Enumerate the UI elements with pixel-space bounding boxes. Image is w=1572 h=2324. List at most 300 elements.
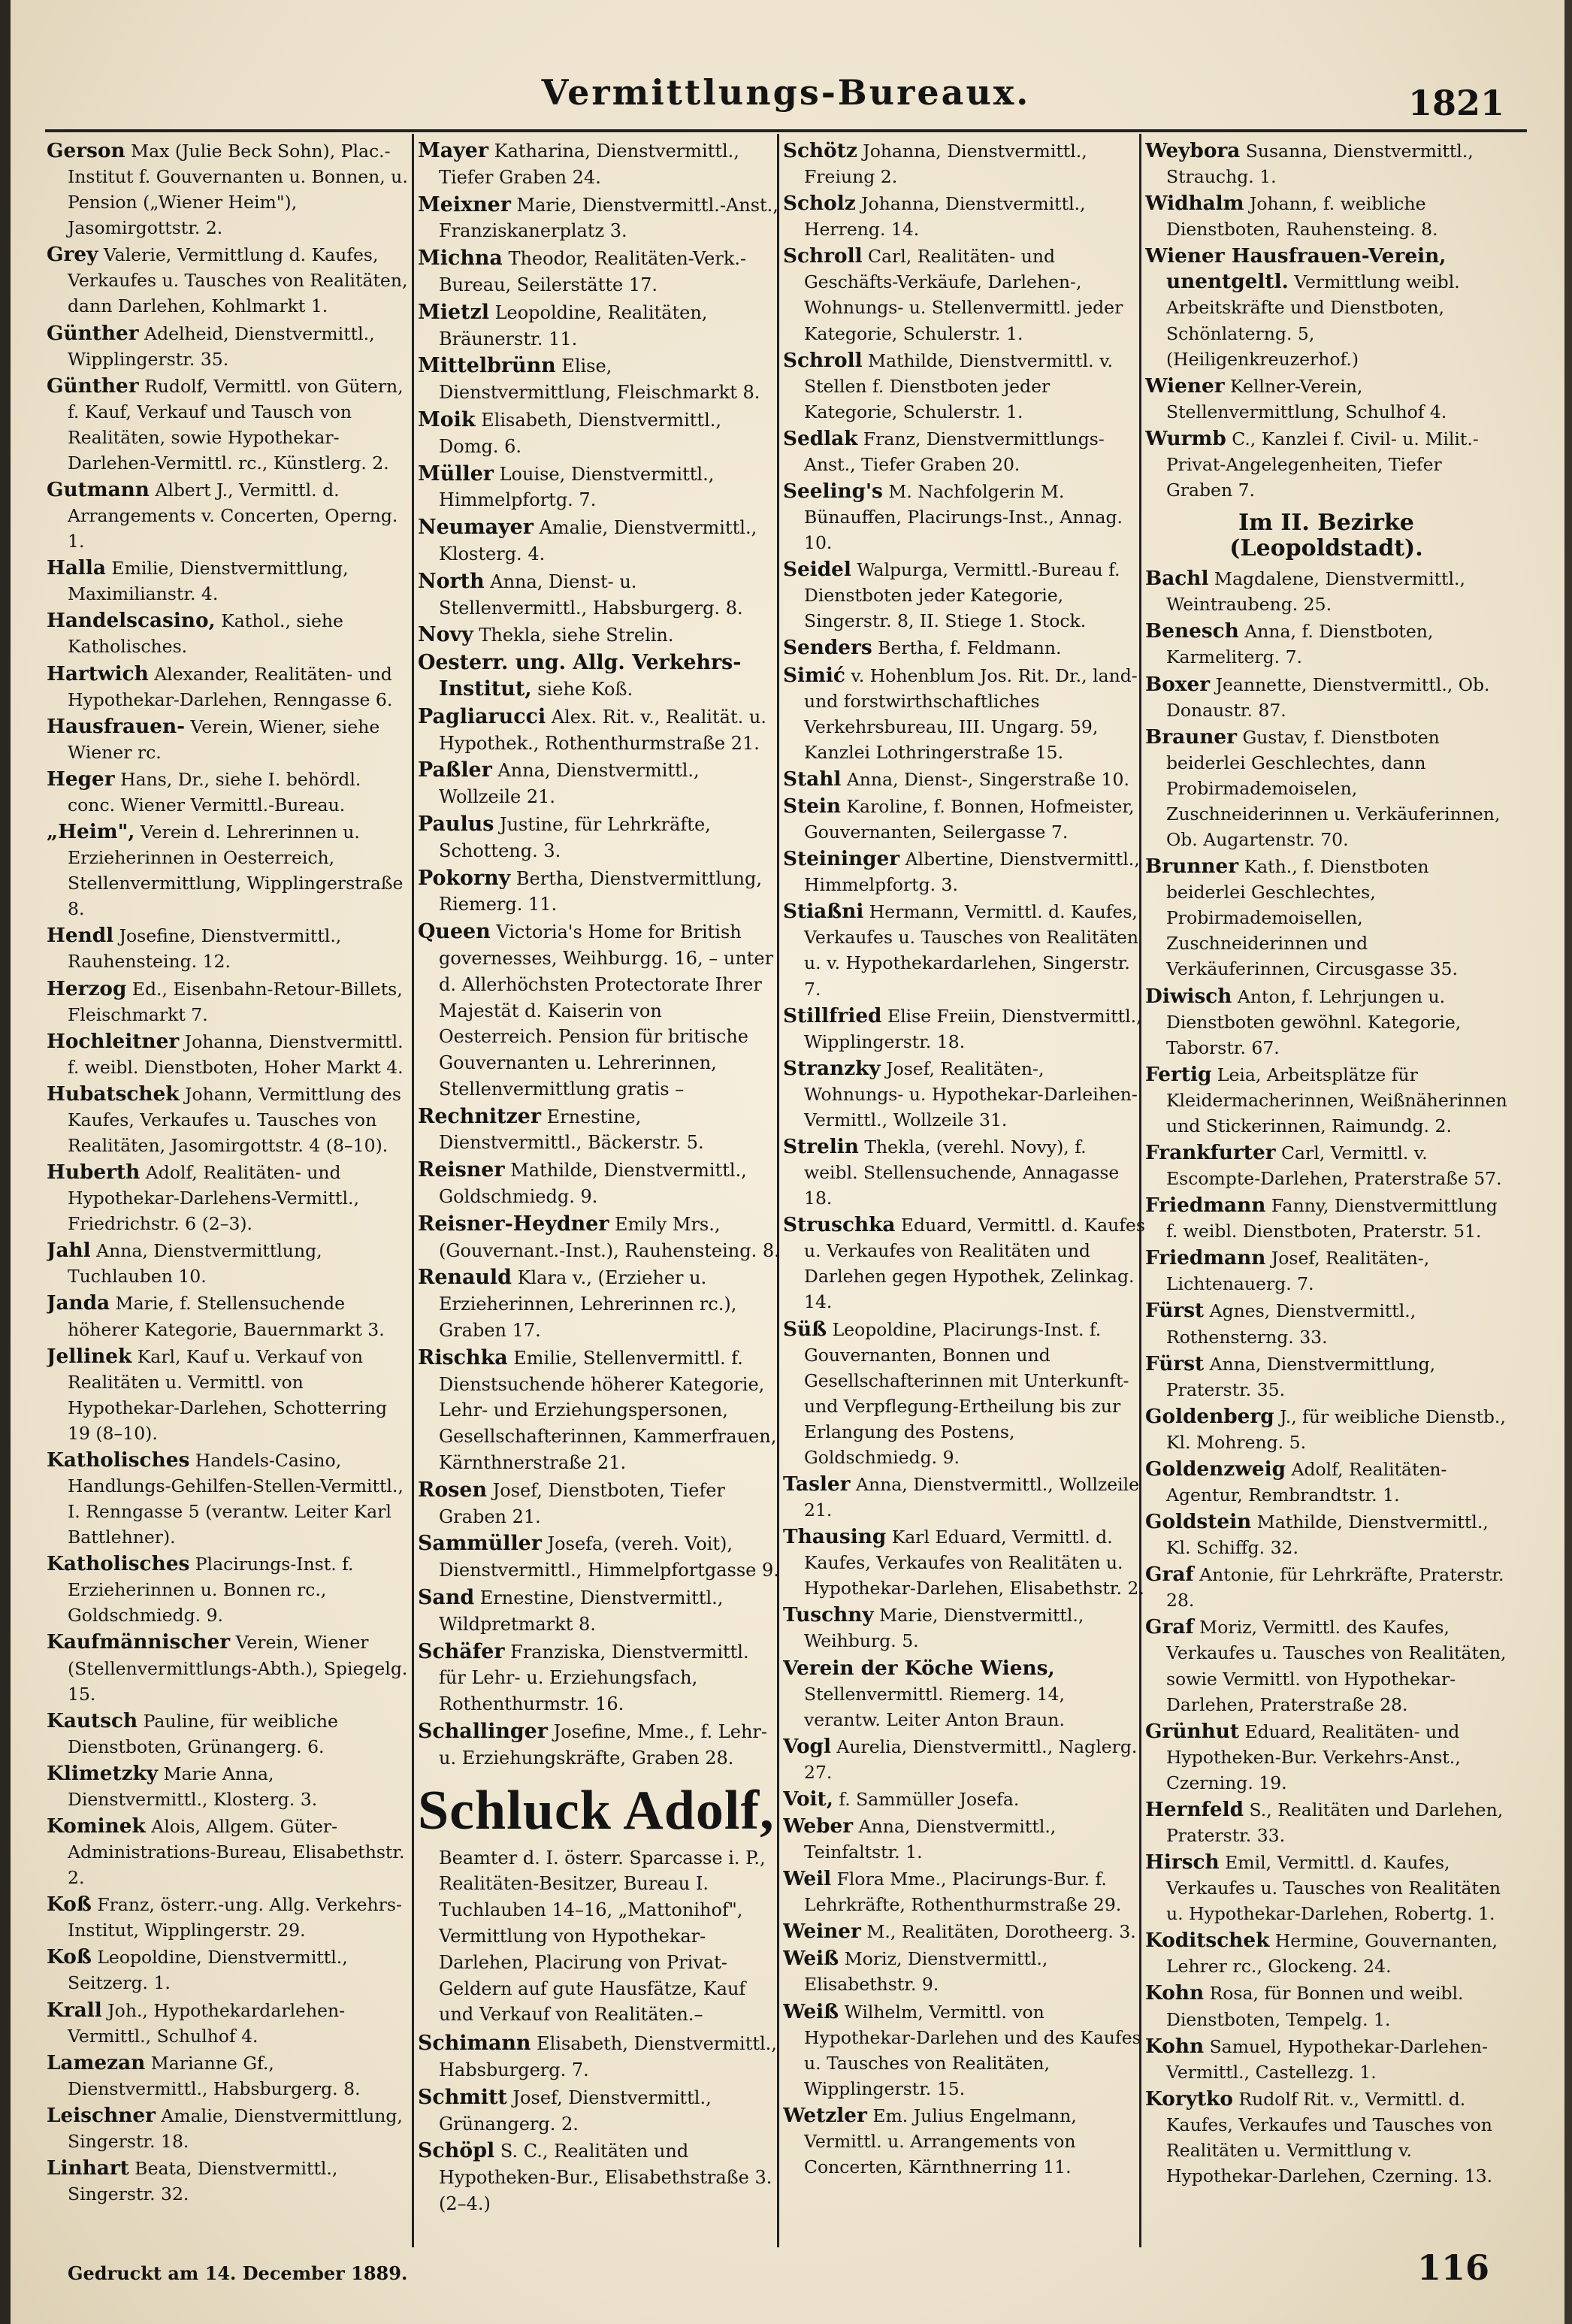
entry-name: Hubatschek	[47, 1082, 180, 1106]
entry-details: Elisabeth, Dienstvermittl., Domg. 6.	[439, 409, 721, 457]
entry-details: Marianne Gf., Dienstvermittl., Habsburgerg. 8.	[68, 2052, 361, 2099]
entry-name: Neumayer	[418, 516, 534, 540]
entry-details: Susanna, Dienstvermittl., Strauchg. 1.	[1166, 141, 1474, 188]
entry-name: Hochleitner	[47, 1029, 180, 1053]
directory-entry	[47, 1160, 409, 1236]
entry-details: Verein, Wiener, siehe Wiener rc.	[68, 716, 380, 763]
directory-entry	[783, 846, 1145, 897]
entry-details: Anna, Dienst-, Singerstraße 10.	[841, 768, 1129, 790]
directory-entry	[418, 650, 780, 703]
directory-entry	[1145, 1457, 1507, 1508]
directory-entry	[1145, 1245, 1507, 1297]
directory-entry	[47, 138, 409, 241]
entry-details: Anna, Dienstvermittl., Wollzeile 21.	[804, 1473, 1140, 1521]
entry-details: Handels-Casino, Handlungs-Gehilfen-Stellen-Vermittl., I. Renngasse 5 (verantw. Leiter Karl Battlehner).	[68, 1449, 404, 1548]
entry-name: Hartwich	[47, 661, 149, 685]
directory-entry	[1145, 672, 1507, 723]
directory-entry	[418, 1585, 780, 1638]
entry-name: Graf	[1145, 1563, 1194, 1587]
entry-name: Widhalm	[1145, 192, 1244, 216]
entry-name: Thausing	[783, 1525, 887, 1549]
entry-name: Günther	[47, 321, 139, 345]
entry-details: Hans, Dr., siehe I. behördl. conc. Wiener Vermittl.-Bureau.	[68, 768, 361, 816]
entry-name: Goldstein	[1145, 1510, 1252, 1534]
entry-name: Hausfrauen-	[47, 714, 186, 738]
entry-name: Weber	[783, 1814, 854, 1838]
entry-name: Wetzler	[783, 2103, 867, 2127]
directory-entry	[418, 704, 780, 757]
entry-details: C., Kanzlei f. Civil- u. Milit.-Privat-Angelegenheiten, Tiefer Graben 7.	[1166, 428, 1479, 501]
entry-name: Reisner	[418, 1158, 505, 1182]
column-2	[418, 138, 780, 2243]
entry-details: Anna, Dienst- u. Stellenvermittl., Habsburgerg. 8.	[439, 570, 743, 619]
entry-name: Mittelbrünn	[418, 354, 556, 378]
directory-entry	[418, 138, 780, 191]
directory-entry	[418, 866, 780, 918]
directory-entry	[783, 348, 1145, 425]
directory-entry	[783, 899, 1145, 1001]
entry-name: Lamezan	[47, 2050, 146, 2074]
entry-details: Bertha, Dienstvermittlung, Riemerg. 11.	[439, 867, 762, 915]
directory-entry	[47, 1291, 409, 1342]
entry-details: Thekla, (verehl. Novy), f. weibl. Stellensuchende, Annagasse 18.	[804, 1136, 1120, 1209]
entry-name: Schäfer	[418, 1639, 505, 1663]
entry-name: Strelin	[783, 1134, 859, 1158]
directory-entry	[1145, 1140, 1507, 1191]
entry-details: Mathilde, Dienstvermittl., Kl. Schiffg. 32.	[1166, 1512, 1489, 1559]
entry-name: Schroll	[783, 244, 863, 268]
entry-details: Anna, f. Dienstboten, Karmeliterg. 7.	[1166, 621, 1434, 668]
entry-details: Leopoldine, Dienstvermittl., Seitzerg. 1.	[68, 1947, 348, 1994]
entry-name: Stranzky	[783, 1056, 881, 1080]
entry-details: Josef, Dienstvermittl., Grünangerg. 2.	[439, 2086, 712, 2135]
directory-entry	[1145, 138, 1507, 189]
directory-entry	[418, 1157, 780, 1210]
entry-name: Michna	[418, 247, 503, 271]
entry-name: Fürst	[1145, 1351, 1205, 1375]
entry-name: Schmitt	[418, 2085, 507, 2109]
entry-details: Alex. Rit. v., Realität. u. Hypothek., Rothenthurmstraße 21.	[439, 706, 766, 754]
entry-name: Kohn	[1145, 2034, 1205, 2058]
entry-name: Katholisches	[47, 1552, 190, 1576]
entry-details: Leopoldine, Placirungs-Inst. f. Gouvernanten, Bonnen und Gesellschafterinnen mit Unterkunft- und Verpflegung-Ertheilung bis zur Erlangung des Postens, Goldschmiedg. 9.	[804, 1318, 1129, 1468]
entry-details: Anna, Dienstvermittlung, Praterstr. 35.	[1166, 1353, 1436, 1400]
directory-entry	[1145, 984, 1507, 1061]
entry-details: Franz, österr.-ung. Allg. Verkehrs-Institut, Wipplingerstr. 29.	[68, 1894, 402, 1941]
entry-name: Pokorny	[418, 866, 511, 890]
entry-details: Joh., Hypothekardarlehen-Vermittl., Schulhof 4.	[68, 1999, 346, 2047]
entry-name: Tuschny	[783, 1603, 874, 1627]
entry-name: Handelscasino,	[47, 609, 216, 633]
entry-name: Pagliarucci	[418, 704, 546, 728]
entry-details: Mathilde, Dienstvermittl., Goldschmiedg. 9.	[439, 1160, 747, 1208]
entry-details: Verein d. Lehrerinnen u. Erzieherinnen in Oesterreich, Stellenvermittlung, Wipplingerstraße 8.	[68, 822, 404, 920]
advertisement-text: Beamter d. I. österr. Sparcasse i. P., Realitäten-Besitzer, Bureau I. Tuchlauben 14–16, „Mattonihof", Vermittlung von Hypothekar-Darlehen, Placirung von Privat-Geldern auf gute Hausfätze, Kauf und Verkauf von Realitäten.–	[439, 1847, 766, 2026]
directory-entry	[783, 1946, 1145, 1997]
entry-name: Kominek	[47, 1814, 146, 1838]
entry-details: Eduard, Vermittl. d. Kaufes u. Verkaufes von Realitäten und Darlehen gegen Hypothek, Zelinkag. 14.	[804, 1215, 1145, 1313]
entry-details: Emil, Vermittl. d. Kaufes, Verkaufes u. Tausches von Realitäten u. Hypothekar-Darlehen, Robertg. 1.	[1166, 1852, 1501, 1925]
entry-name: Graf	[1145, 1615, 1194, 1639]
entry-details: Leia, Arbeitsplätze für Kleidermacherinnen, Weißnäherinnen und Stickerinnen, Raimundg. 2.	[1166, 1064, 1507, 1136]
directory-entry	[1145, 1062, 1507, 1139]
entry-name: Süß	[783, 1317, 827, 1341]
column-divider-1	[412, 134, 414, 2247]
entry-details: Justine, für Lehrkräfte, Schotteng. 3.	[439, 813, 711, 861]
directory-entry	[418, 1639, 780, 1717]
directory-entry	[783, 1919, 1145, 1944]
entry-name: Stiaßni	[783, 900, 864, 924]
directory-entry	[418, 1104, 780, 1157]
entry-details: Adolf, Realitäten- und Hypothekar-Darlehens-Vermittl., Friedrichstr. 6 (2–3).	[68, 1162, 359, 1235]
entry-name: Frankfurter	[1145, 1140, 1276, 1164]
directory-entry	[418, 1478, 780, 1530]
directory-entry	[783, 1866, 1145, 1917]
directory-entry	[418, 1212, 780, 1264]
entry-name: Kautsch	[47, 1708, 138, 1732]
entry-details: Josef, Realitäten-, Wohnungs- u. Hypothekar-Darleihen-Vermittl., Wollzeile 31.	[804, 1058, 1138, 1130]
entry-details: Ed., Eisenbahn-Retour-Billets, Fleischmarkt 7.	[68, 978, 403, 1025]
entry-name: Bachl	[1145, 567, 1209, 591]
directory-entry	[47, 1761, 409, 1812]
entry-name: Fürst	[1145, 1299, 1205, 1323]
entry-name: Wiener	[1145, 374, 1225, 398]
scan-edge-right	[1564, 0, 1572, 2324]
directory-entry	[418, 407, 780, 460]
entry-name: Stein	[783, 794, 842, 818]
entry-name: Friedmann	[1145, 1246, 1266, 1270]
entry-name: Hirsch	[1145, 1850, 1220, 1875]
entry-details: Josefine, Mme., f. Lehr- u. Erziehungskräfte, Graben 28.	[439, 1721, 767, 1769]
entry-details: Flora Mme., Placirungs-Bur. f. Lehrkräfte, Rothenthurmstraße 29.	[804, 1869, 1122, 1916]
entry-details: Amalie, Dienstvermittlung, Singerstr. 18.	[68, 2105, 403, 2152]
advertisement	[418, 1776, 780, 2029]
directory-entry	[783, 767, 1145, 792]
column-3	[783, 138, 1145, 2243]
entry-details: Adolf, Realitäten-Agentur, Rembrandtstr. 1.	[1166, 1458, 1447, 1505]
directory-entry	[1145, 619, 1507, 670]
directory-entry	[1145, 374, 1507, 425]
directory-entry	[47, 1029, 409, 1080]
entry-name: Hernfeld	[1145, 1797, 1244, 1821]
entry-name: Schallinger	[418, 1720, 548, 1744]
directory-entry	[783, 1656, 1145, 1732]
entry-name: Struschka	[783, 1213, 896, 1237]
entry-name: Herzog	[47, 976, 127, 1000]
directory-entry	[1145, 1298, 1507, 1349]
directory-entry	[418, 515, 780, 567]
page-number-top: 1821	[1407, 83, 1504, 123]
entry-details: Johanna, Dienstvermittl. f. weibl. Dienstboten, Hoher Markt 4.	[68, 1030, 404, 1078]
directory-entry	[47, 555, 409, 607]
entry-details: Hermann, Vermittl. d. Kaufes, Verkaufes u. Tausches von Realitäten u. v. Hypothekardarlehen, Singerstr. 7.	[804, 901, 1138, 1000]
entry-name: Grey	[47, 243, 98, 267]
entry-name: Voit,	[783, 1787, 833, 1811]
directory-entry	[47, 1448, 409, 1550]
directory-entry	[418, 1531, 780, 1584]
entry-details: Antonie, für Lehrkräfte, Praterstr. 28.	[1166, 1564, 1504, 1611]
entry-name: Weil	[783, 1867, 832, 1891]
entry-name: Seeling's	[783, 480, 883, 504]
entry-details: Emilie, Stellenvermittl. f. Dienstsuchende höherer Kategorie, Lehr- und Erziehungspersonen, Gesellschafterinnen, Kammerfrauen, Kärnthnerstraße 21.	[439, 1347, 777, 1474]
entry-details: M. Nachfolgerin M. Bünauffen, Placirungs-Inst., Annag. 10.	[804, 481, 1123, 554]
directory-entry	[1145, 1562, 1507, 1613]
entry-details: Pauline, für weibliche Dienstboten, Grünangerg. 6.	[68, 1710, 338, 1757]
entry-details: f. Sammüller Josefa.	[833, 1788, 1020, 1810]
entry-name: Sand	[418, 1586, 475, 1610]
directory-entry	[47, 1892, 409, 1943]
entry-details: Johann, f. weibliche Dienstboten, Rauhensteing. 8.	[1166, 193, 1438, 241]
entry-details: Alexander, Realitäten- und Hypothekar-Darlehen, Renngasse 6.	[68, 663, 393, 710]
directory-entry	[47, 2103, 409, 2154]
entry-name: Huberth	[47, 1160, 141, 1185]
directory-entry	[418, 569, 780, 622]
scan-edge-left	[0, 0, 11, 2324]
entry-details: Victoria's Home for British governesses, Weihburgg. 16, – unter d. Allerhöchsten Protectorate Ihrer Majestät d. Kaiserin von Oesterreich. Pension für britische Gouvernanten u. Lehrerinnen, Stellenvermittlung gratis –	[439, 921, 774, 1100]
entry-name: Weiner	[783, 1920, 861, 1944]
directory-entry	[1145, 725, 1507, 852]
entry-details: siehe Koß.	[531, 678, 633, 700]
directory-entry	[783, 1056, 1145, 1133]
entry-details: Gustav, f. Dienstboten beiderlei Geschlechtes, dann Probirmademoiselen, Zuschneiderinnen u. Verkäuferinnen, Ob. Augartenstr. 70.	[1166, 726, 1501, 851]
directory-entry	[418, 1265, 780, 1343]
directory-entry	[418, 2085, 780, 2138]
directory-entry	[783, 1734, 1145, 1785]
directory-entry	[783, 191, 1145, 242]
entry-name: Günther	[47, 374, 139, 398]
entry-details: Verein, Wiener (Stellenvermittlungs-Abth.), Spiegelg. 15.	[68, 1632, 408, 1705]
entry-name: Moik	[418, 407, 476, 431]
directory-entry	[1145, 1193, 1507, 1244]
entry-details: Wilhelm, Vermittl. von Hypothekar-Darlehen und des Kaufes u. Tausches von Realitäten, Wipplingerstr. 15.	[804, 2001, 1141, 2099]
directory-entry	[783, 1472, 1145, 1523]
entry-name: Grünhut	[1145, 1719, 1240, 1743]
entry-details: Kathol., siehe Katholisches.	[68, 610, 343, 658]
entry-details: Marie, Dienstvermittl., Weihburg. 5.	[804, 1605, 1084, 1652]
entry-details: Thekla, siehe Strelin.	[473, 625, 674, 646]
entry-name: Schöpl	[418, 2139, 495, 2163]
entry-details: Vermittlung weibl. Arbeitskräfte und Dienstboten, Schönlaterng. 5, (Heiligenkreuzerhof.)	[1166, 271, 1460, 370]
entry-details: Katharina, Dienstvermittl., Tiefer Graben 24.	[439, 141, 739, 188]
directory-entry	[783, 1999, 1145, 2102]
entry-name: Schimann	[418, 2032, 531, 2056]
entry-details: Magdalene, Dienstvermittl., Weintraubeng. 25.	[1166, 568, 1465, 616]
entry-details: Louise, Dienstvermittl., Himmelpfortg. 7.	[439, 463, 715, 511]
directory-entry	[783, 1212, 1145, 1315]
entry-details: Josefine, Dienstvermittl., Rauhensteing. 12.	[68, 925, 342, 973]
entry-name: Friedmann	[1145, 1194, 1266, 1218]
entry-name: Simić	[783, 663, 845, 687]
entry-details: Rudolf Rit. v., Vermittl. d. Kaufes, Verkaufes und Tausches von Realitäten u. Vermittlung v. Hypothekar-Darlehen, Czerning. 13.	[1166, 2088, 1493, 2187]
page-number-bottom: 116	[1416, 2247, 1489, 2288]
directory-entry	[47, 477, 409, 554]
entry-details: Johann, Vermittlung des Kaufes, Verkaufes u. Tausches von Realitäten, Jasomirgottstr. 4 (8–10).	[68, 1083, 401, 1156]
entry-details: Valerie, Vermittlung d. Kaufes, Verkaufes u. Tausches von Realitäten, dann Darlehen, Kohlmarkt 1.	[68, 244, 408, 317]
entry-name: Halla	[47, 556, 106, 580]
entry-name: Kohn	[1145, 1981, 1205, 2005]
directory-entry	[47, 1944, 409, 1996]
directory-entry	[783, 635, 1145, 661]
directory-entry	[418, 812, 780, 864]
entry-details: Aurelia, Dienstvermittl., Naglerg. 27.	[804, 1735, 1138, 1783]
directory-entry	[47, 767, 409, 818]
entry-name: Jahl	[47, 1239, 91, 1263]
entry-name: Weiß	[783, 1999, 839, 2023]
entry-details: Beata, Dienstvermittl., Singerstr. 32.	[68, 2158, 338, 2205]
entry-details: Karl Eduard, Vermittl. d. Kaufes, Verkaufes von Realitäten u. Hypothekar-Darlehen, Elisabethstr. 2.	[804, 1527, 1144, 1599]
entry-details: J., für weibliche Dienstb., Kl. Mohreng. 5.	[1166, 1406, 1506, 1453]
entry-name: Senders	[783, 636, 872, 660]
directory-entry	[418, 919, 780, 1103]
directory-entry	[783, 1134, 1145, 1211]
entry-details: Elise Freiin, Dienstvermittl., Wipplingerstr. 18.	[804, 1005, 1142, 1052]
entry-details: Anna, Dienstvermittl., Teinfaltstr. 1.	[804, 1816, 1057, 1863]
directory-entry	[1145, 2086, 1507, 2189]
directory-entry	[47, 1082, 409, 1158]
directory-entry	[47, 2050, 409, 2102]
entry-details: Josefa, (vereh. Voit), Dienstvermittl., Himmelpfortgasse 9.	[439, 1533, 779, 1581]
entry-name: Mietzl	[418, 300, 489, 324]
directory-entry	[47, 1814, 409, 1890]
directory-entry	[783, 1003, 1145, 1055]
entry-name: Schroll	[783, 348, 863, 372]
entry-details: Hermine, Gouvernanten, Lehrer rc., Glockeng. 24.	[1166, 1930, 1498, 1978]
entry-details: Amalie, Dienstvermittl., Klosterg. 4.	[439, 517, 757, 564]
directory-entry	[783, 1602, 1145, 1654]
entry-details: Moriz, Dienstvermittl., Elisabethstr. 9.	[804, 1948, 1048, 1996]
entry-details: Kellner-Verein, Stellenvermittlung, Schulhof 4.	[1166, 375, 1447, 422]
entry-name: Verein der Köche Wiens,	[783, 1656, 1055, 1680]
entry-name: Koß	[47, 1893, 92, 1917]
entry-name: Leischner	[47, 2103, 156, 2127]
entry-name: Koditschek	[1145, 1929, 1270, 1953]
entry-details: S. C., Realitäten und Hypotheken-Bur., Elisabethstraße 3. (2–4.)	[439, 2141, 772, 2214]
column-4	[1145, 138, 1507, 2243]
entry-name: Sammüller	[418, 1532, 542, 1556]
directory-entry	[47, 661, 409, 713]
directory-entry	[47, 819, 409, 921]
directory-entry	[1145, 1850, 1507, 1926]
entry-name: Krall	[47, 1998, 102, 2022]
entry-details: Eduard, Realitäten- und Hypotheken-Bur. Verkehrs-Anst., Czerning. 19.	[1166, 1720, 1461, 1793]
entry-details: Franziska, Dienstvermittl. für Lehr- u. Erziehungsfach, Rothenthurmstr. 16.	[439, 1641, 749, 1715]
entry-details: Marie, f. Stellensuchende höherer Kategorie, Bauernmarkt 3.	[68, 1293, 385, 1340]
entry-name: Vogl	[783, 1734, 831, 1758]
header-rule	[45, 129, 1527, 132]
entry-name: Renauld	[418, 1266, 512, 1290]
directory-entry	[47, 2156, 409, 2207]
entry-name: Müller	[418, 461, 494, 486]
entry-details: Josef, Dienstboten, Tiefer Graben 21.	[439, 1479, 725, 1527]
entry-name: Sedlak	[783, 426, 858, 450]
entry-details: Carl, Vermittl. v. Escompte-Darlehen, Praterstraße 57.	[1166, 1142, 1502, 1190]
directory-entry	[47, 714, 409, 765]
entry-name: Goldenzweig	[1145, 1457, 1286, 1481]
entry-details: Elisabeth, Dienstvermittl., Habsburgerg. 7.	[439, 2033, 777, 2080]
entry-details: Em. Julius Engelmann, Vermittl. u. Arrangements von Concerten, Kärnthnerring 11.	[804, 2105, 1077, 2178]
entry-name: Queen	[418, 920, 491, 944]
entry-details: Marie, Dienstvermittl.-Anst., Franziskanerplatz 3.	[439, 194, 778, 242]
entry-name: Mayer	[418, 139, 489, 162]
entry-details: Josef, Realitäten-, Lichtenauerg. 7.	[1166, 1248, 1430, 1295]
entry-details: Emily Mrs., (Gouvernant.-Inst.), Rauhensteing. 8.	[439, 1213, 780, 1261]
directory-entry	[47, 976, 409, 1027]
entry-details: Kath., f. Dienstboten beiderlei Geschlechtes, Probirmademoisellen, Zuschneiderinnen und Verkäuferinnen, Circusgasse 35.	[1166, 856, 1458, 980]
entry-details: Walpurga, Vermittl.-Bureau f. Dienstboten jeder Kategorie, Singerstr. 8, II. Stiege 1. Stock.	[804, 559, 1120, 632]
entry-details: Johanna, Dienstvermittl., Herreng. 14.	[804, 193, 1086, 241]
directory-entry	[47, 1238, 409, 1289]
entry-details: Theodor, Realitäten-Verk.-Bureau, Seilerstätte 17.	[439, 248, 747, 295]
entry-name: Weiß	[783, 1947, 839, 1971]
directory-entry	[783, 663, 1145, 765]
entry-name: Benesch	[1145, 619, 1239, 643]
directory-entry	[47, 923, 409, 974]
entry-name: Rechnitzer	[418, 1104, 542, 1128]
entry-details: Ernestine, Dienstvermittl., Bäckerstr. 5.	[439, 1106, 704, 1154]
entry-details: Anna, Dienstvermittl., Wollzeile 21.	[439, 760, 700, 808]
entry-details: Karoline, f. Bonnen, Hofmeister, Gouvernanten, Seilergasse 7.	[804, 795, 1135, 843]
directory-entry	[1145, 854, 1507, 982]
directory-entry	[783, 794, 1145, 845]
entry-name: Gutmann	[47, 478, 150, 502]
entry-name: Brunner	[1145, 855, 1239, 879]
entry-details: Leopoldine, Realitäten, Bräunerstr. 11.	[439, 301, 708, 350]
entry-name: „Heim",	[47, 820, 135, 844]
entry-details: Stellenvermittl. Riemerg. 14, verantw. Leiter Anton Braun.	[804, 1683, 1065, 1730]
column-1	[47, 138, 409, 2243]
directory-entry	[418, 622, 780, 649]
directory-entry	[783, 426, 1145, 477]
entry-name: Oesterr. ung. Allg. Verkehrs-Institut,	[418, 651, 742, 701]
entry-details: Adelheid, Dienstvermittl., Wipplingerstr. 35.	[68, 322, 375, 370]
entry-details: Max (Julie Beck Sohn), Plac.-Institut f. Gouvernanten u. Bonnen, u. Pension („Wiener Heim"), Jasomirgottstr. 2.	[68, 141, 408, 239]
entry-name: Stahl	[783, 767, 842, 791]
entry-details: Elise, Dienstvermittlung, Fleischmarkt 8.	[439, 356, 760, 404]
entry-details: Franz, Dienstvermittlungs-Anst., Tiefer Graben 20.	[804, 428, 1105, 475]
entry-name: Brauner	[1145, 725, 1238, 749]
section-heading: Im II. Bezirke (Leopoldstadt).	[1229, 510, 1423, 562]
entry-details: v. Hohenblum Jos. Rit. Dr., land- und forstwirthschaftliches Verkehrsbureau, III. Ungarg. 59, Kanzlei Lothringerstraße 15.	[804, 664, 1138, 763]
directory-entry	[783, 479, 1145, 555]
directory-entry	[1145, 566, 1507, 617]
entry-details: Mathilde, Dienstvermittl. v. Stellen f. Dienstboten jeder Kategorie, Schulerstr. 1.	[804, 350, 1114, 422]
directory-entry	[418, 192, 780, 245]
entry-name: Paulus	[418, 812, 494, 836]
entry-name: Katholisches	[47, 1448, 190, 1472]
entry-name: Meixner	[418, 192, 511, 216]
entry-details: Anton, f. Lehrjungen u. Dienstboten gewöhnl. Kategorie, Taborstr. 67.	[1166, 985, 1462, 1058]
directory-entry	[418, 300, 780, 353]
directory-entry	[783, 138, 1145, 189]
directory-entry	[1145, 1351, 1507, 1403]
directory-entry	[418, 1345, 780, 1476]
entry-name: Koß	[47, 1945, 92, 1969]
entry-name: Kaufmännischer	[47, 1630, 231, 1654]
directory-entry	[1145, 191, 1507, 242]
entry-details: Jeannette, Dienstvermittl., Ob. Donaustr. 87.	[1166, 673, 1490, 721]
entry-details: Albert J., Vermittl. d. Arrangements v. Concerten, Operng. 1.	[68, 480, 398, 552]
entry-details: Karl, Kauf u. Verkauf von Realitäten u. Vermittl. von Hypothekar-Darlehen, Schotterring 19 (8–10).	[68, 1345, 387, 1444]
advertisement-title: Schluck Adolf,	[418, 1779, 775, 1841]
directory-entry	[47, 321, 409, 372]
entry-name: North	[418, 569, 485, 593]
entry-name: Klimetzky	[47, 1761, 159, 1785]
entry-name: Linhart	[47, 2156, 129, 2180]
directory-entry	[783, 1814, 1145, 1865]
entry-details: Samuel, Hypothekar-Darlehen-Vermittl., Castellezg. 1.	[1166, 2035, 1488, 2083]
directory-entry	[1145, 1981, 1507, 2032]
entry-name: Steininger	[783, 847, 900, 871]
